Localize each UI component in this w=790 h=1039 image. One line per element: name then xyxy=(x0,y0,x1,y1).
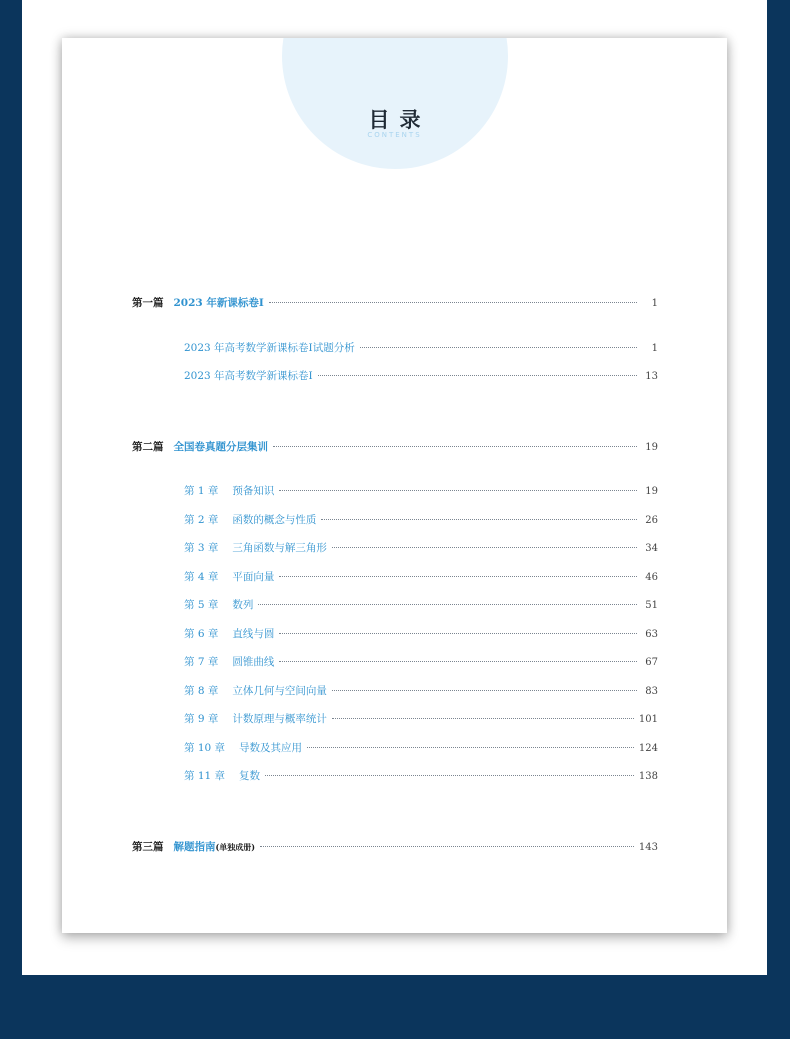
chapter-title: 函数的概念与性质 xyxy=(232,514,317,526)
page-number: 1 xyxy=(651,343,658,354)
toc-item[interactable] xyxy=(184,340,658,355)
toc-chapter[interactable] xyxy=(184,768,658,783)
dot-leader xyxy=(279,490,637,491)
dot-leader xyxy=(269,302,637,303)
part-label: 第二篇 xyxy=(132,441,164,453)
chapter-title: 预备知识 xyxy=(232,485,275,497)
chapter-label: 第 3 章 xyxy=(184,542,219,554)
dot-leader xyxy=(258,604,637,605)
part-title: 2023 年新课标卷Ⅰ xyxy=(173,297,264,309)
part-label: 第三篇 xyxy=(132,841,164,853)
page-number: 143 xyxy=(638,842,658,853)
dot-leader xyxy=(279,661,637,662)
chapter-title: 计数原理与概率统计 xyxy=(232,713,327,725)
dot-leader xyxy=(279,633,637,634)
dot-leader xyxy=(273,446,637,447)
chapter-label: 第 1 章 xyxy=(184,485,219,497)
dot-leader xyxy=(318,375,637,376)
page-number: 51 xyxy=(645,600,658,611)
chapter-title: 三角函数与解三角形 xyxy=(232,542,327,554)
toc-chapter[interactable] xyxy=(184,597,658,612)
chapter-label: 第 2 章 xyxy=(184,514,219,526)
toc-item[interactable] xyxy=(184,368,658,383)
part-title: 解题指南 xyxy=(173,841,216,853)
dot-leader xyxy=(332,690,637,691)
item-title: 2023 年高考数学新课标卷Ⅰ试题分析 xyxy=(184,342,355,354)
dot-leader xyxy=(307,747,634,748)
chapter-label: 第 6 章 xyxy=(184,628,219,640)
page-number: 83 xyxy=(645,686,658,697)
page-title: 目录 xyxy=(368,108,431,132)
chapter-label: 第 5 章 xyxy=(184,599,219,611)
part-title: 全国卷真题分层集训 xyxy=(173,441,268,453)
chapter-label: 第 8 章 xyxy=(184,685,219,697)
item-title: 2023 年高考数学新课标卷Ⅰ xyxy=(184,370,313,382)
toc-chapter[interactable] xyxy=(184,711,658,726)
dot-leader xyxy=(332,547,637,548)
page-number: 101 xyxy=(638,714,658,725)
page-number: 19 xyxy=(645,442,658,453)
chapter-label: 第 9 章 xyxy=(184,713,219,725)
chapter-label: 第 10 章 xyxy=(184,742,226,754)
page-number: 1 xyxy=(651,298,658,309)
toc-page xyxy=(62,38,727,933)
toc-chapter[interactable] xyxy=(184,740,658,755)
page-number: 63 xyxy=(645,629,658,640)
chapter-title: 圆锥曲线 xyxy=(232,656,275,668)
dot-leader xyxy=(279,576,637,577)
toc-chapter[interactable] xyxy=(184,512,658,527)
toc-part-1[interactable] xyxy=(132,295,658,310)
toc-chapter[interactable] xyxy=(184,540,658,555)
chapter-label: 第 4 章 xyxy=(184,571,219,583)
toc-part-3[interactable] xyxy=(132,839,658,854)
chapter-title: 直线与圆 xyxy=(232,628,275,640)
chapter-label: 第 11 章 xyxy=(184,770,226,782)
page-number: 19 xyxy=(645,486,658,497)
toc-part-2[interactable] xyxy=(132,439,658,454)
dot-leader xyxy=(332,718,634,719)
page-number: 13 xyxy=(645,371,658,382)
page-number: 34 xyxy=(645,543,658,554)
dot-leader xyxy=(360,347,637,348)
chapter-title: 复数 xyxy=(239,770,261,782)
toc-chapter[interactable] xyxy=(184,626,658,641)
page-subtitle: CONTENTS xyxy=(367,131,422,139)
page-number: 46 xyxy=(645,572,658,583)
page-number: 67 xyxy=(645,657,658,668)
dot-leader xyxy=(265,775,634,776)
part-label: 第一篇 xyxy=(132,297,164,309)
chapter-title: 立体几何与空间向量 xyxy=(232,685,327,697)
chapter-title: 数列 xyxy=(232,599,254,611)
toc-chapter[interactable] xyxy=(184,569,658,584)
page-number: 138 xyxy=(638,771,658,782)
toc-chapter[interactable] xyxy=(184,683,658,698)
page-number: 26 xyxy=(645,515,658,526)
part-note: (单独成册) xyxy=(215,842,256,852)
page-number: 124 xyxy=(638,743,658,754)
chapter-label: 第 7 章 xyxy=(184,656,219,668)
toc-chapter[interactable] xyxy=(184,483,658,498)
dot-leader xyxy=(260,846,634,847)
chapter-title: 平面向量 xyxy=(232,571,275,583)
chapter-title: 导数及其应用 xyxy=(239,742,303,754)
toc-chapter[interactable] xyxy=(184,654,658,669)
dot-leader xyxy=(321,519,637,520)
